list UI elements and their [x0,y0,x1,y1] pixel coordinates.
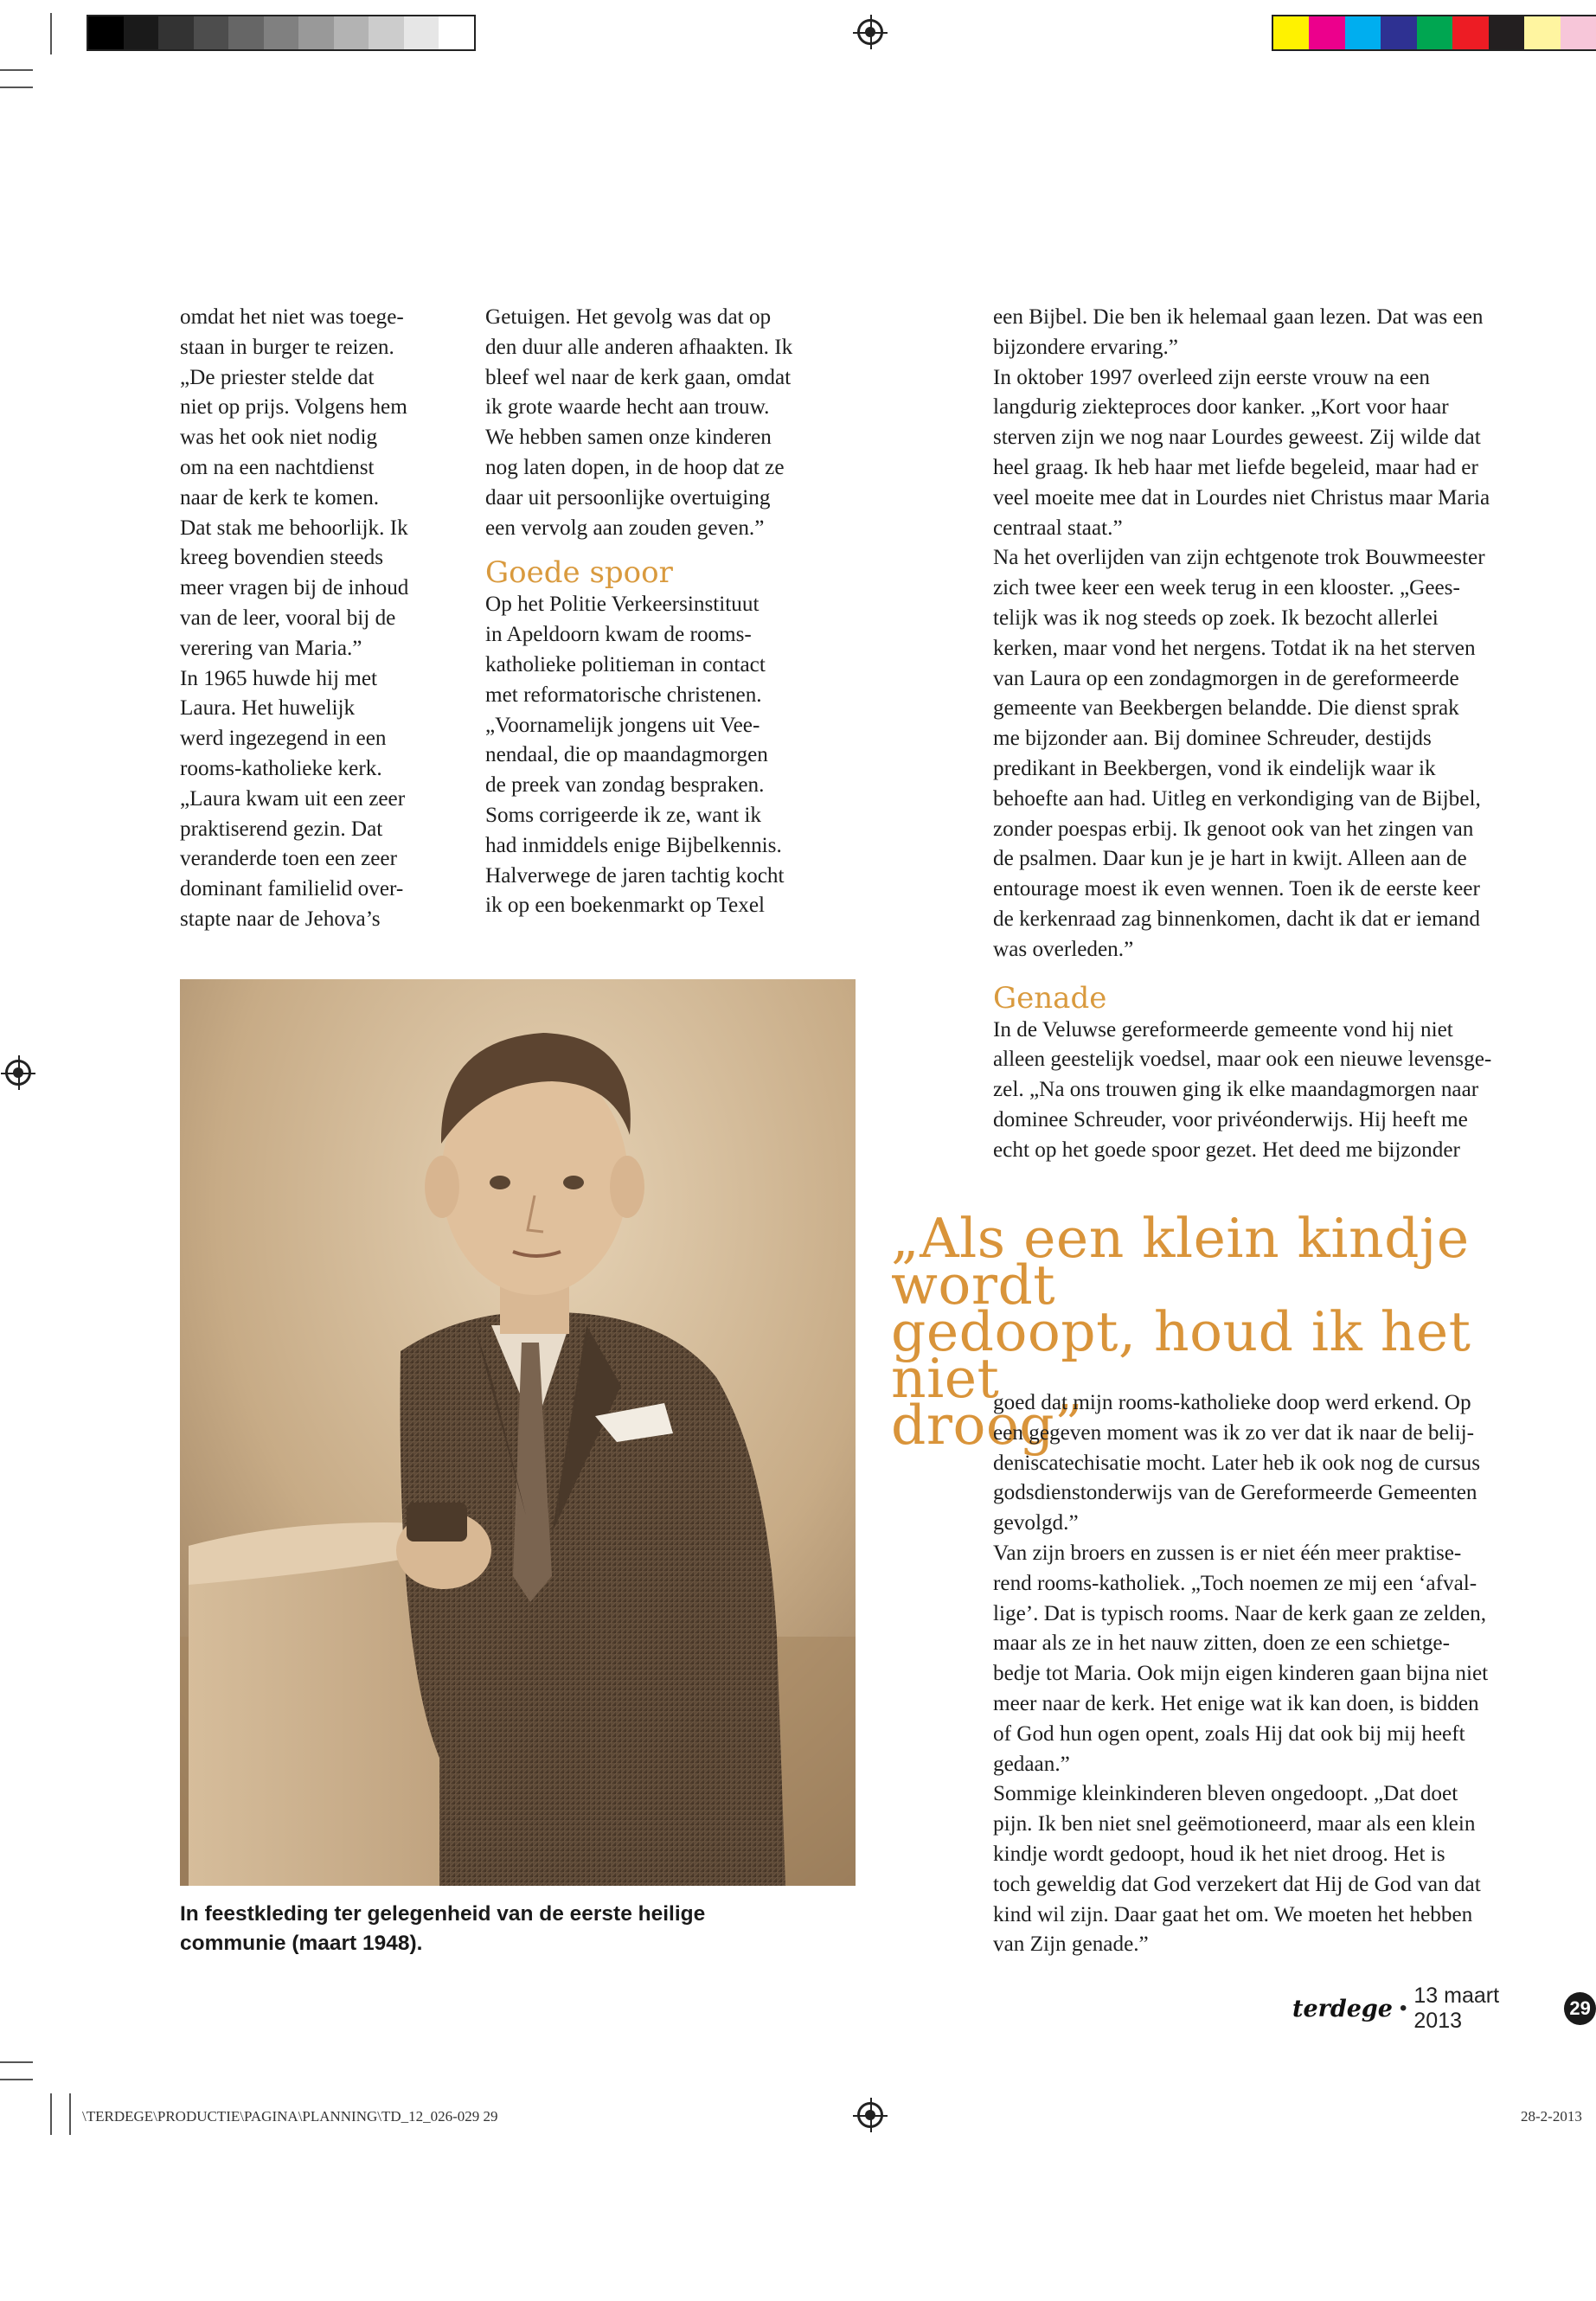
paragraph: Na het overlijden van zijn echtgenote trok Bouwmeester zich twee keer een week terug in een klooster. „Gees- telijk was ik nog steeds op zoek. Ik bezocht allerlei kerken, maar vond het nergens. Totdat ik na het sterven van Laura op een zondagmorgen in de gereformeerde gemeente van Beekbergen belandde. Die dienst sprak me bijzonder aan. Bij dominee Schreuder, destijds predikant in Beekbergen, vond ik eindelijk waar ik behoefte aan had. Uitleg en verkondiging van de Bijbel, zonder poespas erbij. Ik genoot ook van het zingen van de psalmen. Daar kun je je hart in kwijt. Alleen aan de entourage moest ik even wennen. Toen ik de eerste keer de kerkenraad zag binnenkomen, dacht ik dat er iemand was overleden.” [993,546,1485,961]
slug-path: \TERDEGE\PRODUCTIE\PAGINA\PLANNING\TD_12_026-029 29 [82,2108,498,2125]
section-heading: Goede spoor [485,555,673,591]
crop-mark [69,2093,71,2135]
color-swatch [1345,16,1381,49]
color-bar [1272,15,1596,51]
issue-date: 13 maart 2013 [1413,1984,1500,2033]
color-swatch [1309,16,1344,49]
crop-mark [50,13,52,54]
column-3-top [993,303,1590,1166]
column-2 [485,303,875,921]
folio-bullet: • [1400,1997,1407,2020]
column-3-bottom [993,1388,1590,1960]
gray-swatch [194,16,229,49]
color-swatch [1273,16,1309,49]
section-heading: Genade [993,980,1107,1016]
paragraph: Op het Politie Verkeersinstituut in Apeldoorn kwam de rooms- katholieke politieman in contact met reformatorische christenen. „Voornamelijk jongens uit Vee- nendaal, die op maandagmorgen de preek van zondag bespraken. Soms corrigeerde ik ze, want ik had inmiddels enige Bijbelkennis. Halverwege de jaren tachtig kocht ik op een boekenmarkt op Texel [485,593,785,918]
folio [1292,1984,1596,2033]
paragraph: goed dat mijn rooms-katholieke doop werd erkend. Op een gegeven moment was ik zo ver dat ik naar de belij- deniscatechisatie mocht. Later heb ik ook nog de cursus godsdienstonderwijs van de Gereformeerde Gemeenten gevolgd.” [993,1391,1481,1535]
color-swatch [1489,16,1524,49]
page-number-circle-icon: 29 [1564,1992,1596,2025]
gray-swatch [88,16,124,49]
crop-mark [0,2061,33,2063]
crop-mark [0,87,33,88]
photo-caption: In feestkleding ter gelegenheid van de eerste heilige communie (maart 1948). [180,1902,706,1955]
paragraph: Getuigen. Het gevolg was dat op den duur alle anderen afhaakten. Ik bleef wel naar de kerk gaan, omdat ik grote waarde hecht aan trouw. We hebben samen onze kinderen nog laten dopen, in de hoop dat ze daar uit persoonlijke overtuiging een vervolg aan zouden geven.” [485,305,793,540]
color-swatch [1452,16,1488,49]
registration-mark-icon [857,19,883,45]
color-swatch [1417,16,1452,49]
color-swatch [1381,16,1416,49]
slug-date: 28-2-2013 [1521,2108,1582,2125]
crop-mark [0,2079,33,2080]
paragraph: een Bijbel. Die ben ik helemaal gaan lezen. Dat was een bijzondere ervaring.” [993,305,1484,359]
column-1 [180,303,457,935]
color-swatch [1561,16,1596,49]
gray-swatch [369,16,404,49]
pull-quote: „Als een klein kindje wordt gedoopt, houd ik het niet droog” [891,1207,1471,1457]
gray-swatch [228,16,264,49]
gray-swatch [124,16,159,49]
gray-swatch [404,16,439,49]
paragraph: In 1965 huwde hij met Laura. Het huwelijk werd ingezegend in een rooms-katholieke kerk. „Laura kwam uit een zeer praktiserend gezin. Dat veranderde toen een zeer dominant familielid over- stapte naar de Jehova’s [180,666,406,931]
paragraph: In oktober 1997 overleed zijn eerste vrouw na een langdurig ziekteproces door kanker. „Kort voor haar sterven zijn we nog naar Lourdes geweest. Zij wilde dat heel graag. Ik heb haar met liefde begeleid, maar had er veel moeite mee dat in Lourdes niet Christus maar Maria centraal staat.” [993,365,1490,540]
registration-mark-icon [857,2102,883,2128]
gray-swatch [334,16,369,49]
crop-mark [50,2093,52,2135]
paragraph: omdat het niet was toege- staan in burger te reizen. „De priester stelde dat niet op prijs. Volgens hem was het ook niet nodig om na een nachtdienst naar de kerk te komen. Dat stak me behoorlijk. Ik kreeg bovendien steeds meer vragen bij de inhoud van de leer, vooral bij de verering van Maria.” [180,305,409,660]
brand-logo: terdege [1292,1995,1393,2022]
paragraph: Sommige kleinkinderen bleven ongedoopt. „Dat doet pijn. Ik ben niet snel geëmotioneerd, maar als een klein kindje wordt gedoopt, houd ik het niet droog. Het is toch geweldig dat God verzekert dat Hij de God van dat kind wil zijn. Daar gaat het om. We moeten het hebben van Zijn genade.” [993,1782,1481,1957]
gray-swatch [298,16,334,49]
paragraph: In de Veluwse gereformeerde gemeente vond hij niet alleen geestelijk voedsel, maar ook een nieuwe levensge- zel. „Na ons trouwen ging ik elke maandagmorgen naar dominee Schreuder, voor privéonderwijs. Hij heeft me echt op het goede spoor gezet. Het deed me bijzonder [993,1017,1492,1162]
color-swatch [1524,16,1560,49]
portrait-photo [180,979,856,1886]
gray-swatch [264,16,299,49]
crop-mark [0,69,33,71]
gray-swatch [439,16,474,49]
paragraph: Van zijn broers en zussen is er niet één meer praktise- rend rooms-katholiek. „Toch noemen ze mij een ‘afval- lige’. Dat is typisch rooms. Naar de kerk gaan ze zelden, maar als ze in het nauw zitten, doen ze een schietge- bedje tot Maria. Ook mijn eigen kinderen gaan bijna niet meer naar de kerk. Het enige wat ik kan doen, is bidden of God hun ogen opent, zoals Hij dat ook bij mij heeft gedaan.” [993,1541,1489,1776]
registration-mark-icon [5,1060,31,1086]
grayscale-bar [87,15,476,51]
gray-swatch [158,16,194,49]
